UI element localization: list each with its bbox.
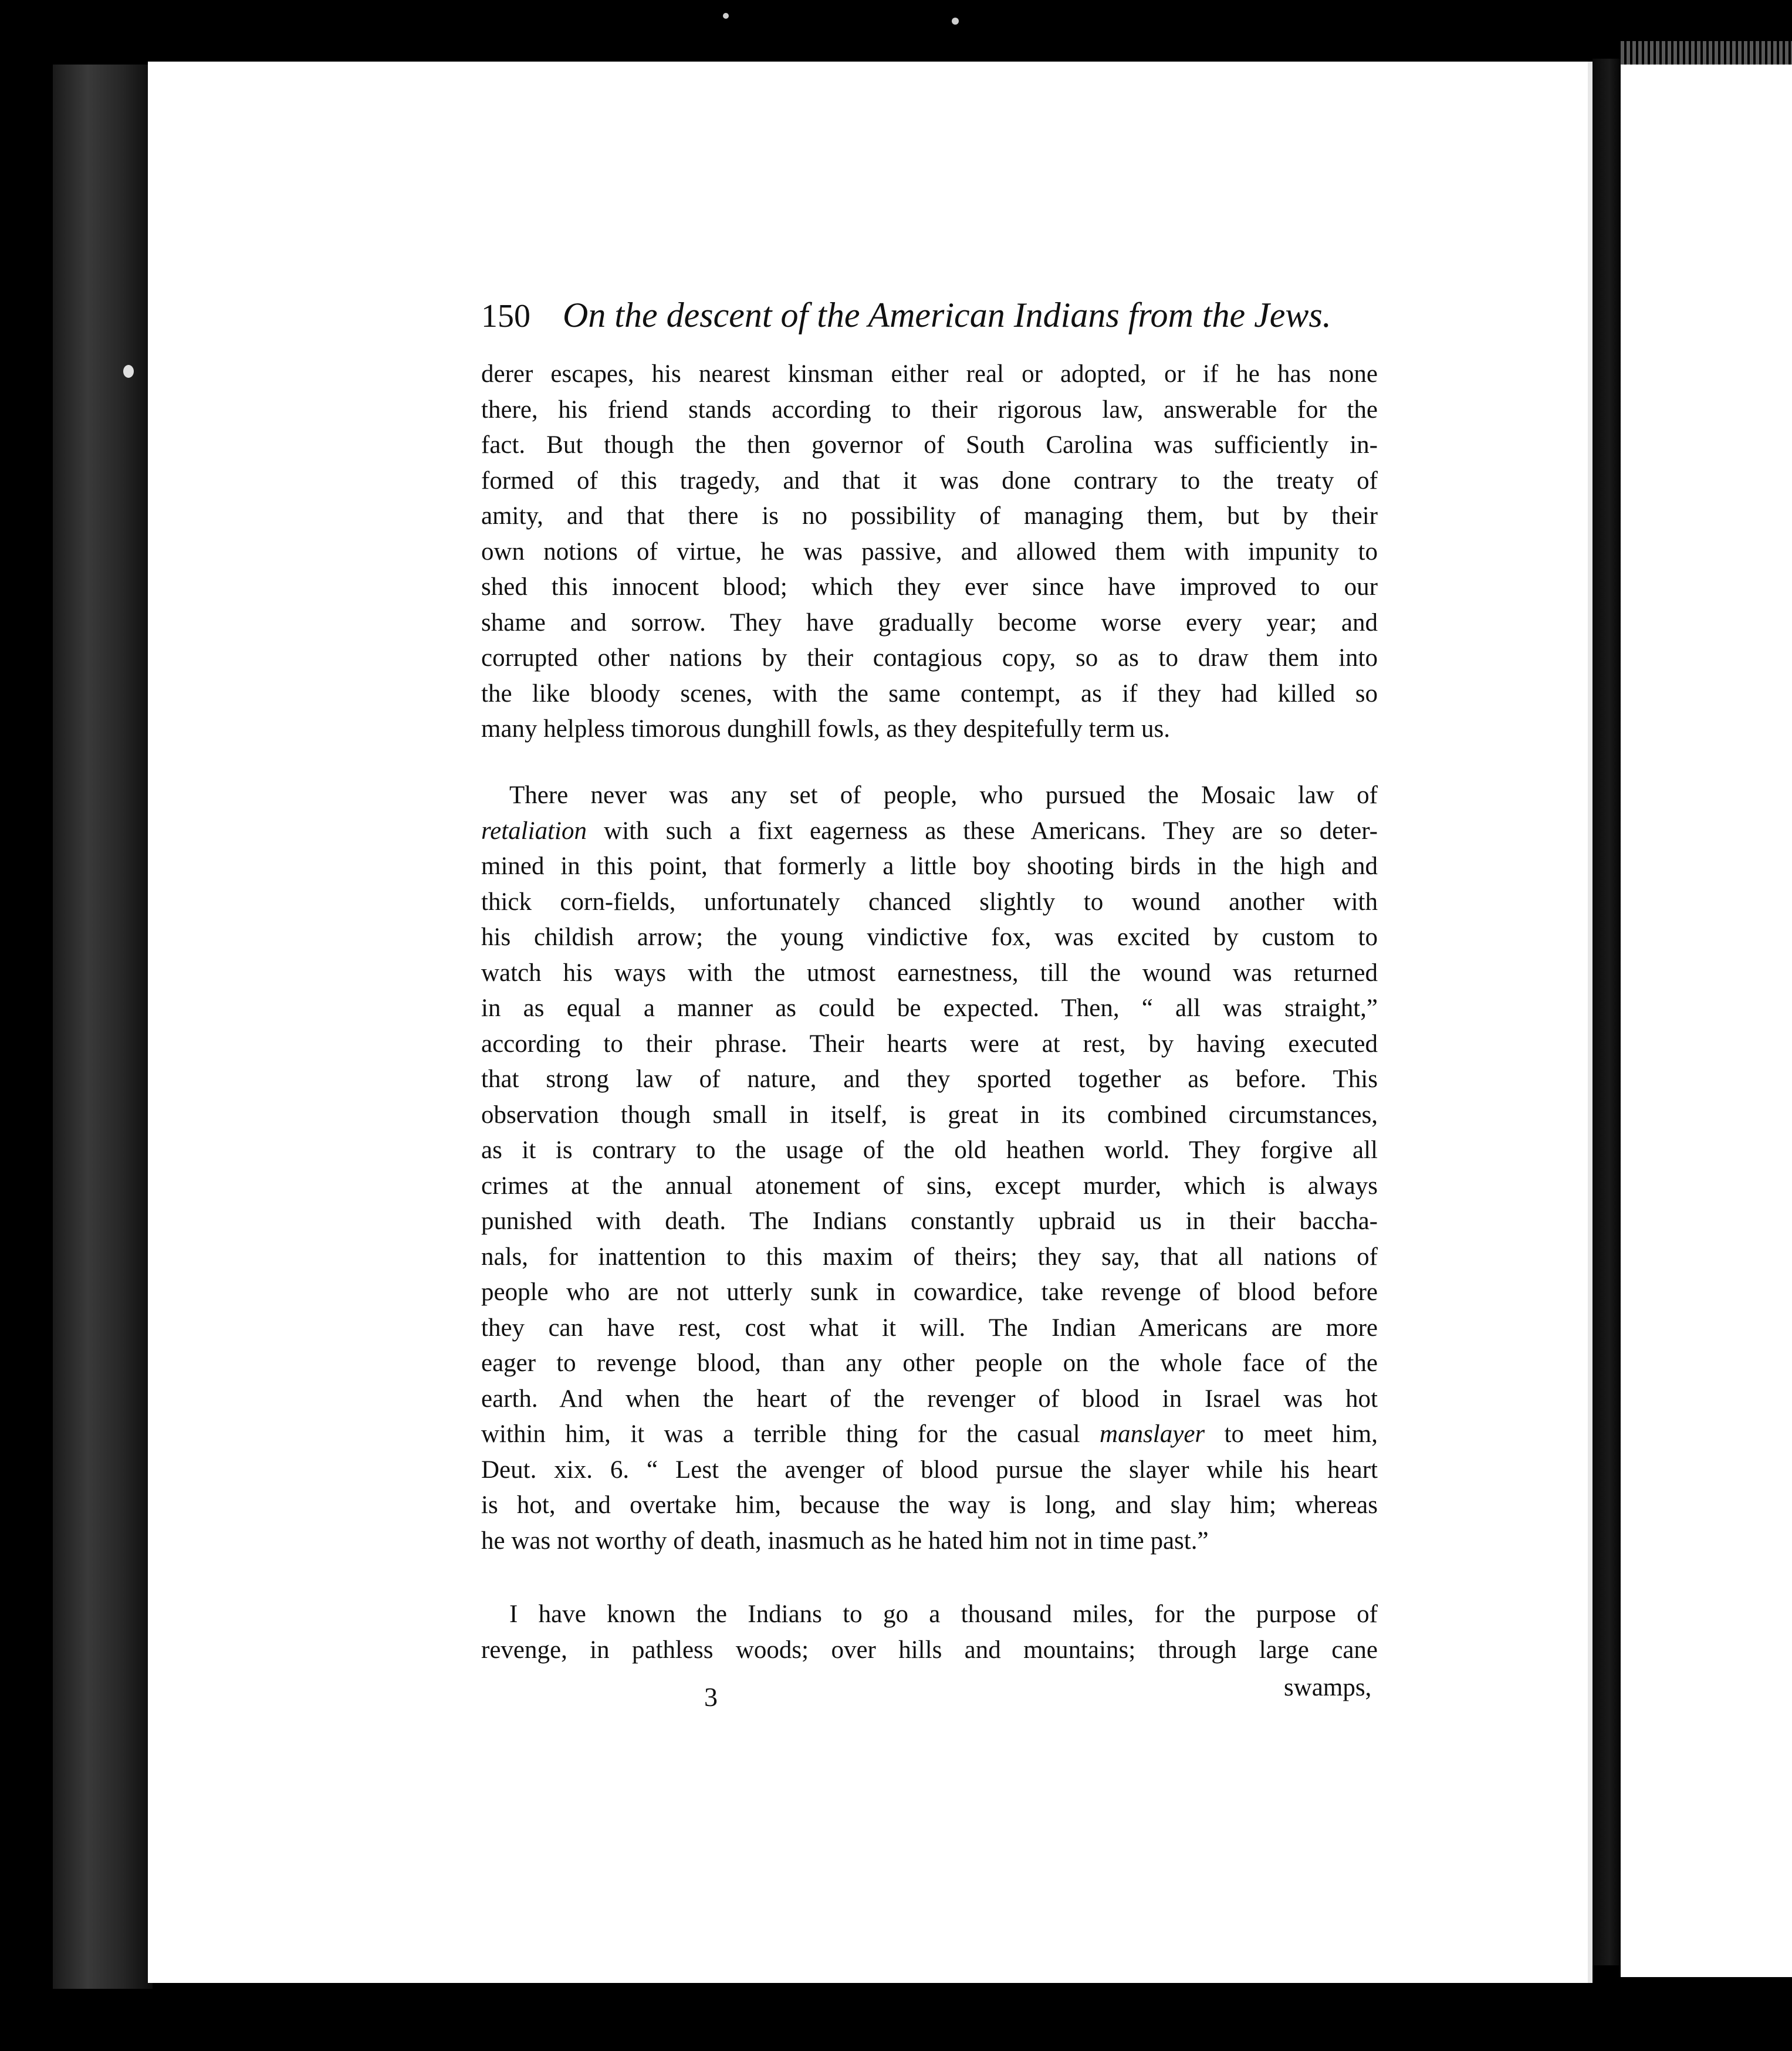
text-line: There never was any set of people, who pursued the Mosaic law of [509,781,1378,809]
paragraph-3 [481,1597,1378,1668]
text-line: his childish arrow; the young vindictive fox, was excited by custom to [481,923,1378,951]
text-line: earth. And when the heart of the revenger of blood in Israel was hot [481,1385,1378,1413]
text-line: corrupted other nations by their contagious copy, so as to draw them into [481,644,1378,672]
text-line: he was not worthy of death, inasmuch as he hated him not in time past.” [481,1527,1209,1555]
text-line: within him, it was a terrible thing for the casual manslayer to meet him, [481,1420,1378,1448]
text-line: that strong law of nature, and they sported together as before. This [481,1065,1378,1093]
page-gutter [1592,59,1621,1965]
book-spine [53,65,153,1989]
paragraph-2 [481,778,1378,1559]
text-line: eager to revenge blood, than any other people on the whole face of the [481,1349,1378,1377]
text-line: shed this innocent blood; which they ever since have improved to our [481,573,1378,601]
text-line: amity, and that there is no possibility of managing them, but by their [481,502,1378,530]
text-line: in as equal a manner as could be expected. Then, “ all was straight,” [481,994,1378,1022]
text-line: formed of this tragedy, and that it was done contrary to the treaty of [481,466,1378,495]
text-line: thick corn-fields, unfortunately chanced slightly to wound another with [481,888,1378,916]
text-line: retaliation with such a fixt eagerness as these Americans. They are so deter- [481,817,1378,845]
text-line: mined in this point, that formerly a little boy shooting birds in the high and [481,852,1378,880]
running-title: On the descent of the American Indians from the Jews. [563,296,1331,334]
text-line: people who are not utterly sunk in cowardice, take revenge of blood before [481,1278,1378,1306]
text-line: crimes at the annual atonement of sins, except murder, which is always [481,1172,1378,1200]
text-line: as it is contrary to the usage of the old heathen world. They forgive all [481,1136,1378,1164]
text-line: revenge, in pathless woods; over hills and mountains; through large cane [481,1636,1378,1664]
text-line: there, his friend stands according to their rigorous law, answerable for the [481,395,1378,424]
text-line: punished with death. The Indians constantly upbraid us in their baccha- [481,1207,1378,1235]
text-line: watch his ways with the utmost earnestness, till the wound was returned [481,959,1378,987]
text-line: nals, for inattention to this maxim of theirs; they say, that all nations of [481,1243,1378,1271]
scan-speck [952,18,959,25]
page-number: 150 [481,298,530,334]
text-line: is hot, and overtake him, because the way is long, and slay him; whereas [481,1491,1378,1519]
text-line: Deut. xix. 6. “ Lest the avenger of blood pursue the slayer while his heart [481,1456,1378,1484]
page-header [481,292,1397,339]
text-line: many helpless timorous dunghill fowls, as they despitefully term us. [481,715,1170,743]
scan-speck [123,365,134,378]
signature-mark: 3 [704,1682,718,1712]
text-line: derer escapes, his nearest kinsman either real or adopted, or if he has none [481,360,1378,388]
next-page-edge-strip [1621,41,1792,65]
paragraph-1 [481,357,1378,747]
text-line: fact. But though the then governor of South Carolina was sufficiently in- [481,431,1378,459]
text-line: own notions of virtue, he was passive, and allowed them with impunity to [481,537,1378,566]
text-line: they can have rest, cost what it will. The Indian Americans are more [481,1314,1378,1342]
text-line: I have known the Indians to go a thousand miles, for the purpose of [509,1600,1378,1628]
next-page [1621,65,1792,1977]
text-line: observation though small in itself, is great in its combined circumstances, [481,1101,1378,1129]
scan-speck [723,13,729,19]
text-line: shame and sorrow. They have gradually become worse every year; and [481,608,1378,637]
text-line: the like bloody scenes, with the same contempt, as if they had killed so [481,679,1378,708]
text-line: according to their phrase. Their hearts were at rest, by having executed [481,1030,1378,1058]
catchword: swamps, [1284,1674,1372,1701]
